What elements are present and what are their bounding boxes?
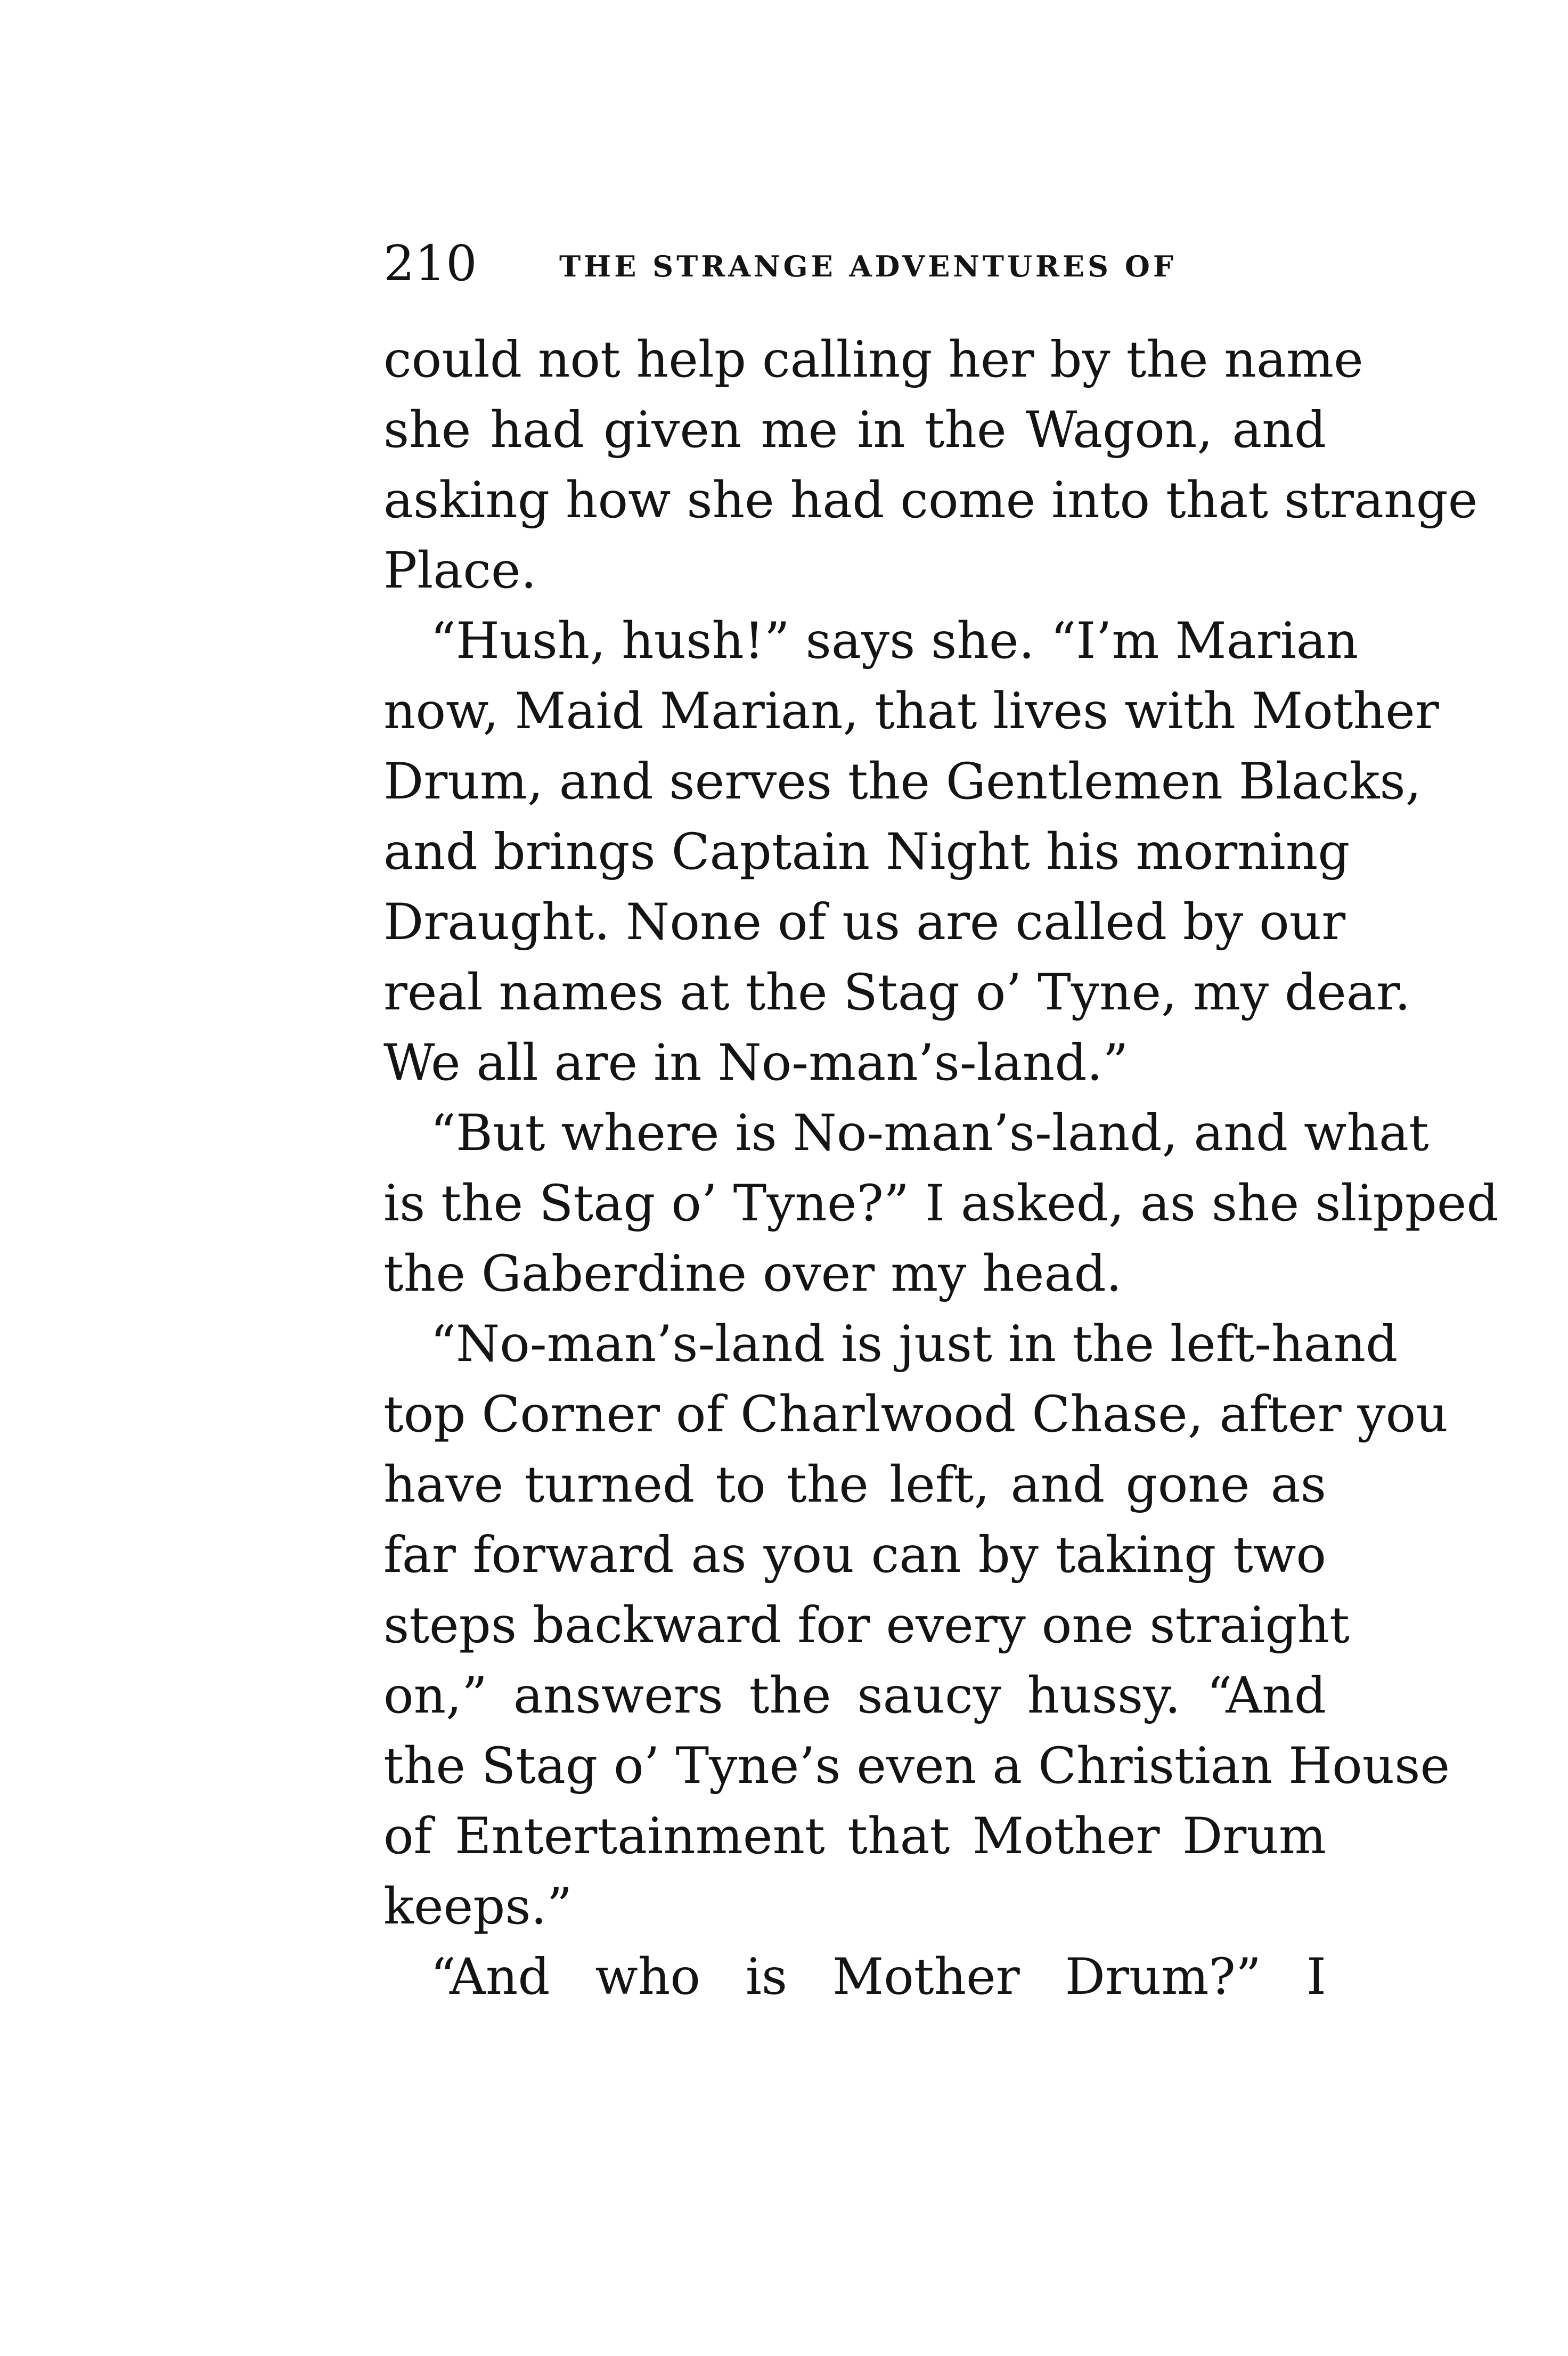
paragraph-start-line: “And who is Mother Drum?” I <box>430 1948 1326 2006</box>
text-line: on,” answers the saucy hussy. “And <box>383 1667 1326 1725</box>
text-line: and brings Captain Night his morning <box>383 823 1350 881</box>
text-line: real names at the Stag o’ Tyne, my dear. <box>383 964 1411 1022</box>
body-text <box>383 325 1499 2012</box>
text-line: could not help calling her by the name <box>383 331 1363 389</box>
text-line: the Stag o’ Tyne’s even a Christian House <box>383 1737 1450 1795</box>
text-line: We all are in No-man’s-land.” <box>383 1034 1129 1092</box>
paragraph-start-line: “But where is No-man’s-land, and what <box>430 1104 1429 1162</box>
text-line: keeps.” <box>383 1878 573 1936</box>
text-line: steps backward for every one straight <box>383 1596 1350 1654</box>
page-number: 210 <box>383 235 477 292</box>
text-line: of Entertainment that Mother Drum <box>383 1807 1326 1865</box>
text-line: Draught. None of us are called by our <box>383 893 1346 951</box>
text-line: asking how she had come into that strange <box>383 471 1478 529</box>
page-header <box>383 234 1332 293</box>
text-line: the Gaberdine over my head. <box>383 1245 1122 1303</box>
text-line: far forward as you can by taking two <box>383 1526 1326 1584</box>
text-line: is the Stag o’ Tyne?” I asked, as she slipped <box>383 1175 1499 1233</box>
text-line: Drum, and serves the Gentlemen Blacks, <box>383 753 1422 811</box>
text-line: now, Maid Marian, that lives with Mother <box>383 682 1439 740</box>
text-line: top Corner of Charlwood Chase, after you <box>383 1385 1448 1444</box>
text-line: she had given me in the Wagon, and <box>383 401 1326 459</box>
running-head: THE STRANGE ADVENTURES OF <box>559 249 1177 283</box>
text-line: Place. <box>383 542 537 600</box>
paragraph-start-line: “Hush, hush!” says she. “I’m Marian <box>430 612 1359 670</box>
paragraph-start-line: “No-man’s-land is just in the left-hand <box>430 1315 1398 1373</box>
text-line: have turned to the left, and gone as <box>383 1456 1326 1514</box>
